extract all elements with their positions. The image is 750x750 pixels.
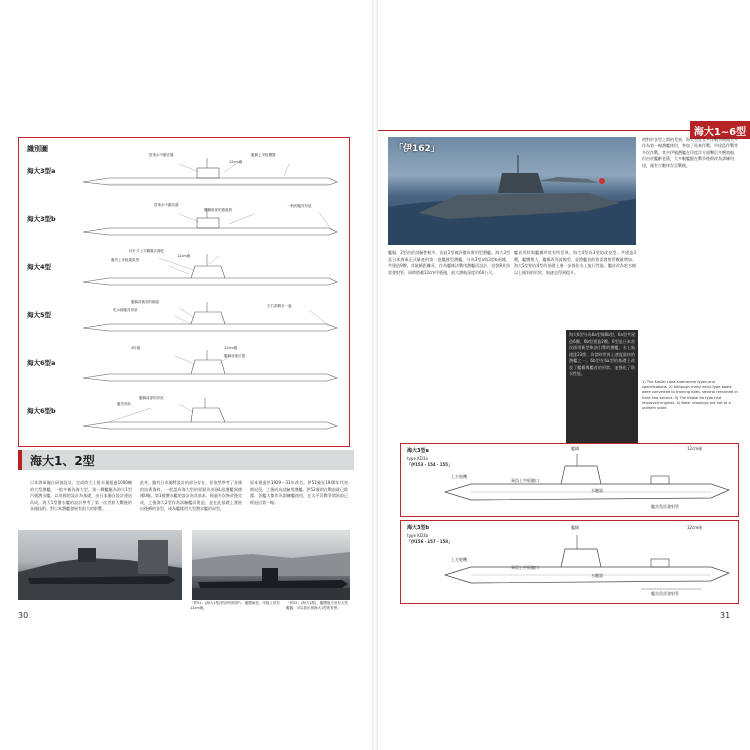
callout-label: 12cm砲 xyxy=(224,346,238,350)
callout-label: 左右兩側各一處 xyxy=(267,304,292,308)
id-row xyxy=(19,342,349,390)
callout-label: 四片式上方翻翼式潛舵 xyxy=(129,249,164,253)
archive-photo-right xyxy=(192,530,350,600)
identification-panel xyxy=(18,137,350,447)
detail-callout: 艦首魚雷發射管 xyxy=(651,504,679,509)
callout-label: 艦首上甲板通氣塔 xyxy=(111,258,139,262)
detail-type-sub: type KD3b xyxy=(407,533,428,538)
detail-type-sub: type KD3a xyxy=(407,456,428,461)
photo-caption-right: 「伊52」(海大2型)，艦體後方設有大型艦橋，可以看出與海大1型的差異。 xyxy=(286,601,348,610)
identification-title: 識別圖 xyxy=(27,145,48,153)
id-row xyxy=(19,198,349,246)
submarine-profile-drawing xyxy=(79,154,341,196)
callout-label: 艦橋前部的形狀 xyxy=(139,396,164,400)
detail-boat-label: 「伊153・154・155」 xyxy=(407,462,453,467)
id-row xyxy=(19,246,349,294)
detail-callout: 艦首魚雷發射管 xyxy=(651,591,679,596)
section-header xyxy=(18,450,354,470)
right-intro-text: 相對於各型之間的差異，海大型在太平洋戰爭期間大多作為第一線潛艦使用，參加了馬來作戰、中途島作戰等多次作戰。其中伊號潛艦在印度洋方面擊沉多艘商船，但由於艦齡老舊，大多數艦艇在戰爭後期改為訓練用途，僅有少數倖存至戰後。 xyxy=(642,137,738,168)
page-number-right: 31 xyxy=(720,611,731,620)
callout-label: 艦首形狀 xyxy=(117,402,131,406)
callout-label: 12cm砲 xyxy=(177,254,191,258)
page-number-left: 30 xyxy=(18,611,29,620)
section-text-column: 此外，雖有日本獨特設計的部分存在，但依然參考了各國的技術資料，一般認為海大型的原點為英國L級潛艦與德國U艇。第1號潛水艦的設計為其基本，經過多次修改後完成，之後海大2型作為試驗艦而建造，並在此基礎上發展出後續的各型，成為艦隊用大型潛水艦的原型。 xyxy=(140,480,242,511)
detail-callout: 艦橋 xyxy=(571,525,579,530)
photo-caption-left: 「伊51」(海大1型)停泊時的照片，艦體細長，甲板上設有12cm砲。 xyxy=(190,601,280,610)
callout-label: 搭乘水中聽音器 xyxy=(154,203,179,207)
right-text-column-dark: 海大6型分為6a型與6b型，6a型共建造6艘，6b型建造2艘。6型是日本首次採用新型柴油引擎的潛艦，水上航速達23節，為當時世界上速度最快的潛艦之一。6b型在6a型的基礎上改良了艦橋與艦首的形狀，並強化了防水性能。 xyxy=(566,330,638,446)
callout-label: 吃水線艦首形狀 xyxy=(113,308,138,312)
detail-type-label: 海大3型b xyxy=(407,525,430,531)
callout-label: 艦橋上甲板機器 xyxy=(251,153,276,157)
id-row-label: 海大4型 xyxy=(27,263,52,271)
callout-label: 搭乘水中聽音器 xyxy=(149,153,174,157)
painting-title: 「伊162」 xyxy=(394,144,440,154)
chapter-tab: 海大1~6型 xyxy=(690,121,750,139)
submarine-photo-right xyxy=(192,530,350,600)
section-text-column: 原本建造於1929～33年改名。伊51號在1940年代初期退役，之後成為試驗用潛艦。伊52號則在戰前就已除籍，各艦大都作為訓練艦使用，在太平洋戰爭開始前已經退出第一線。 xyxy=(250,480,348,505)
submarine-profile-drawing xyxy=(79,346,341,388)
id-row xyxy=(19,390,349,438)
detail-callout: 上方舵機 xyxy=(451,557,467,562)
callout-label: 一般的艦首形狀 xyxy=(287,204,312,208)
detail-callout: 乘員上甲板艙口 xyxy=(511,565,539,570)
archive-photo-left xyxy=(18,530,182,600)
section-text-column: 日本海軍獨自研發設計，完成時大上排水量超過1000噸的大型潛艦，一般多稱為海大型。第一艘艦艇為海大1型呂號潛水艦，以英國的設計為基礎，由日本獨自設計建造而成。海大1型潛水艦的設計參考了第一次世界大戰後的各國技術，對日本潛艦發展有很大的影響。 xyxy=(30,480,132,511)
detail-drawing-panel xyxy=(400,443,739,517)
callout-label: 4吋砲 xyxy=(131,346,141,350)
detail-callout: 乘員上甲板艙口 xyxy=(511,478,539,483)
callout-label: 艦橋後部的通風筒 xyxy=(204,208,232,212)
callout-label: 艦橋前後位置 xyxy=(224,354,245,358)
detail-boat-label: 「伊156・157・158」 xyxy=(407,539,453,544)
section-title: 海大1、2型 xyxy=(30,454,95,468)
submarine-profile-drawing xyxy=(79,298,341,340)
id-row-label: 海大3型b xyxy=(27,215,56,223)
right-text-column: 艦艇，2型由於試驗性較多，因此1型被評價為實用型潛艦。海大3型是日本海軍正式量產的第一批艦隊型潛艦，分為3型a與3型b兩種，共建造9艘。其航續距離長，作為艦隊決戰用潛艦而設計，安裝8具魚雷發射管，同時搭載12cm甲板砲，最大潛航深度約60公尺。 xyxy=(388,250,510,275)
detail-callout: 12cm砲 xyxy=(687,446,703,451)
id-row xyxy=(19,294,349,342)
detail-callout: 艦橋 xyxy=(571,446,579,451)
detail-callout: 上方舵機 xyxy=(451,474,467,479)
submarine-photo-left xyxy=(18,530,182,600)
detail-type-label: 海大3型a xyxy=(407,448,429,454)
submarine-profile-drawing xyxy=(79,250,341,292)
painting-illustration xyxy=(388,137,636,245)
right-text-column: 艦首形狀與艦橋形狀有所差異。海大4型為3型的改良型，共建造3艘，艦體稍大，艦橋改為流線型，並將艦首的魚雷發射管數量增加。海大5型則在4型的基礎上進一步強化水上航行性能，艦首改為吃水線以上傾斜的形狀，航速也得到提升。 xyxy=(514,250,636,275)
id-row-label: 海大3型a xyxy=(27,167,56,175)
submarine-detail-drawing xyxy=(441,529,733,599)
book-spine xyxy=(372,0,378,750)
detail-callout: 水聽器 xyxy=(591,488,603,493)
id-row-label: 海大5型 xyxy=(27,311,52,319)
id-row-label: 海大6型a xyxy=(27,359,56,367)
id-row xyxy=(19,150,349,198)
submarine-profile-drawing xyxy=(79,394,341,436)
callout-label: 12cm砲 xyxy=(229,160,243,164)
english-note: 1) The Kaidai class submarine types and specifications. 2) Although many early-type boats were converted to training roles, several remained in front-line service. 3) The Kaidai 6a type had improved engines. 4) Note: drawings are not to a uniform scale. xyxy=(642,380,738,411)
detail-drawing-panel xyxy=(400,520,739,604)
callout-label: 艦橋前後部的鋼索 xyxy=(131,300,159,304)
detail-callout: 12cm砲 xyxy=(687,525,703,530)
submarine-detail-drawing xyxy=(441,452,733,512)
id-row-label: 海大6型b xyxy=(27,407,56,415)
detail-callout: 水聽器 xyxy=(591,573,603,578)
